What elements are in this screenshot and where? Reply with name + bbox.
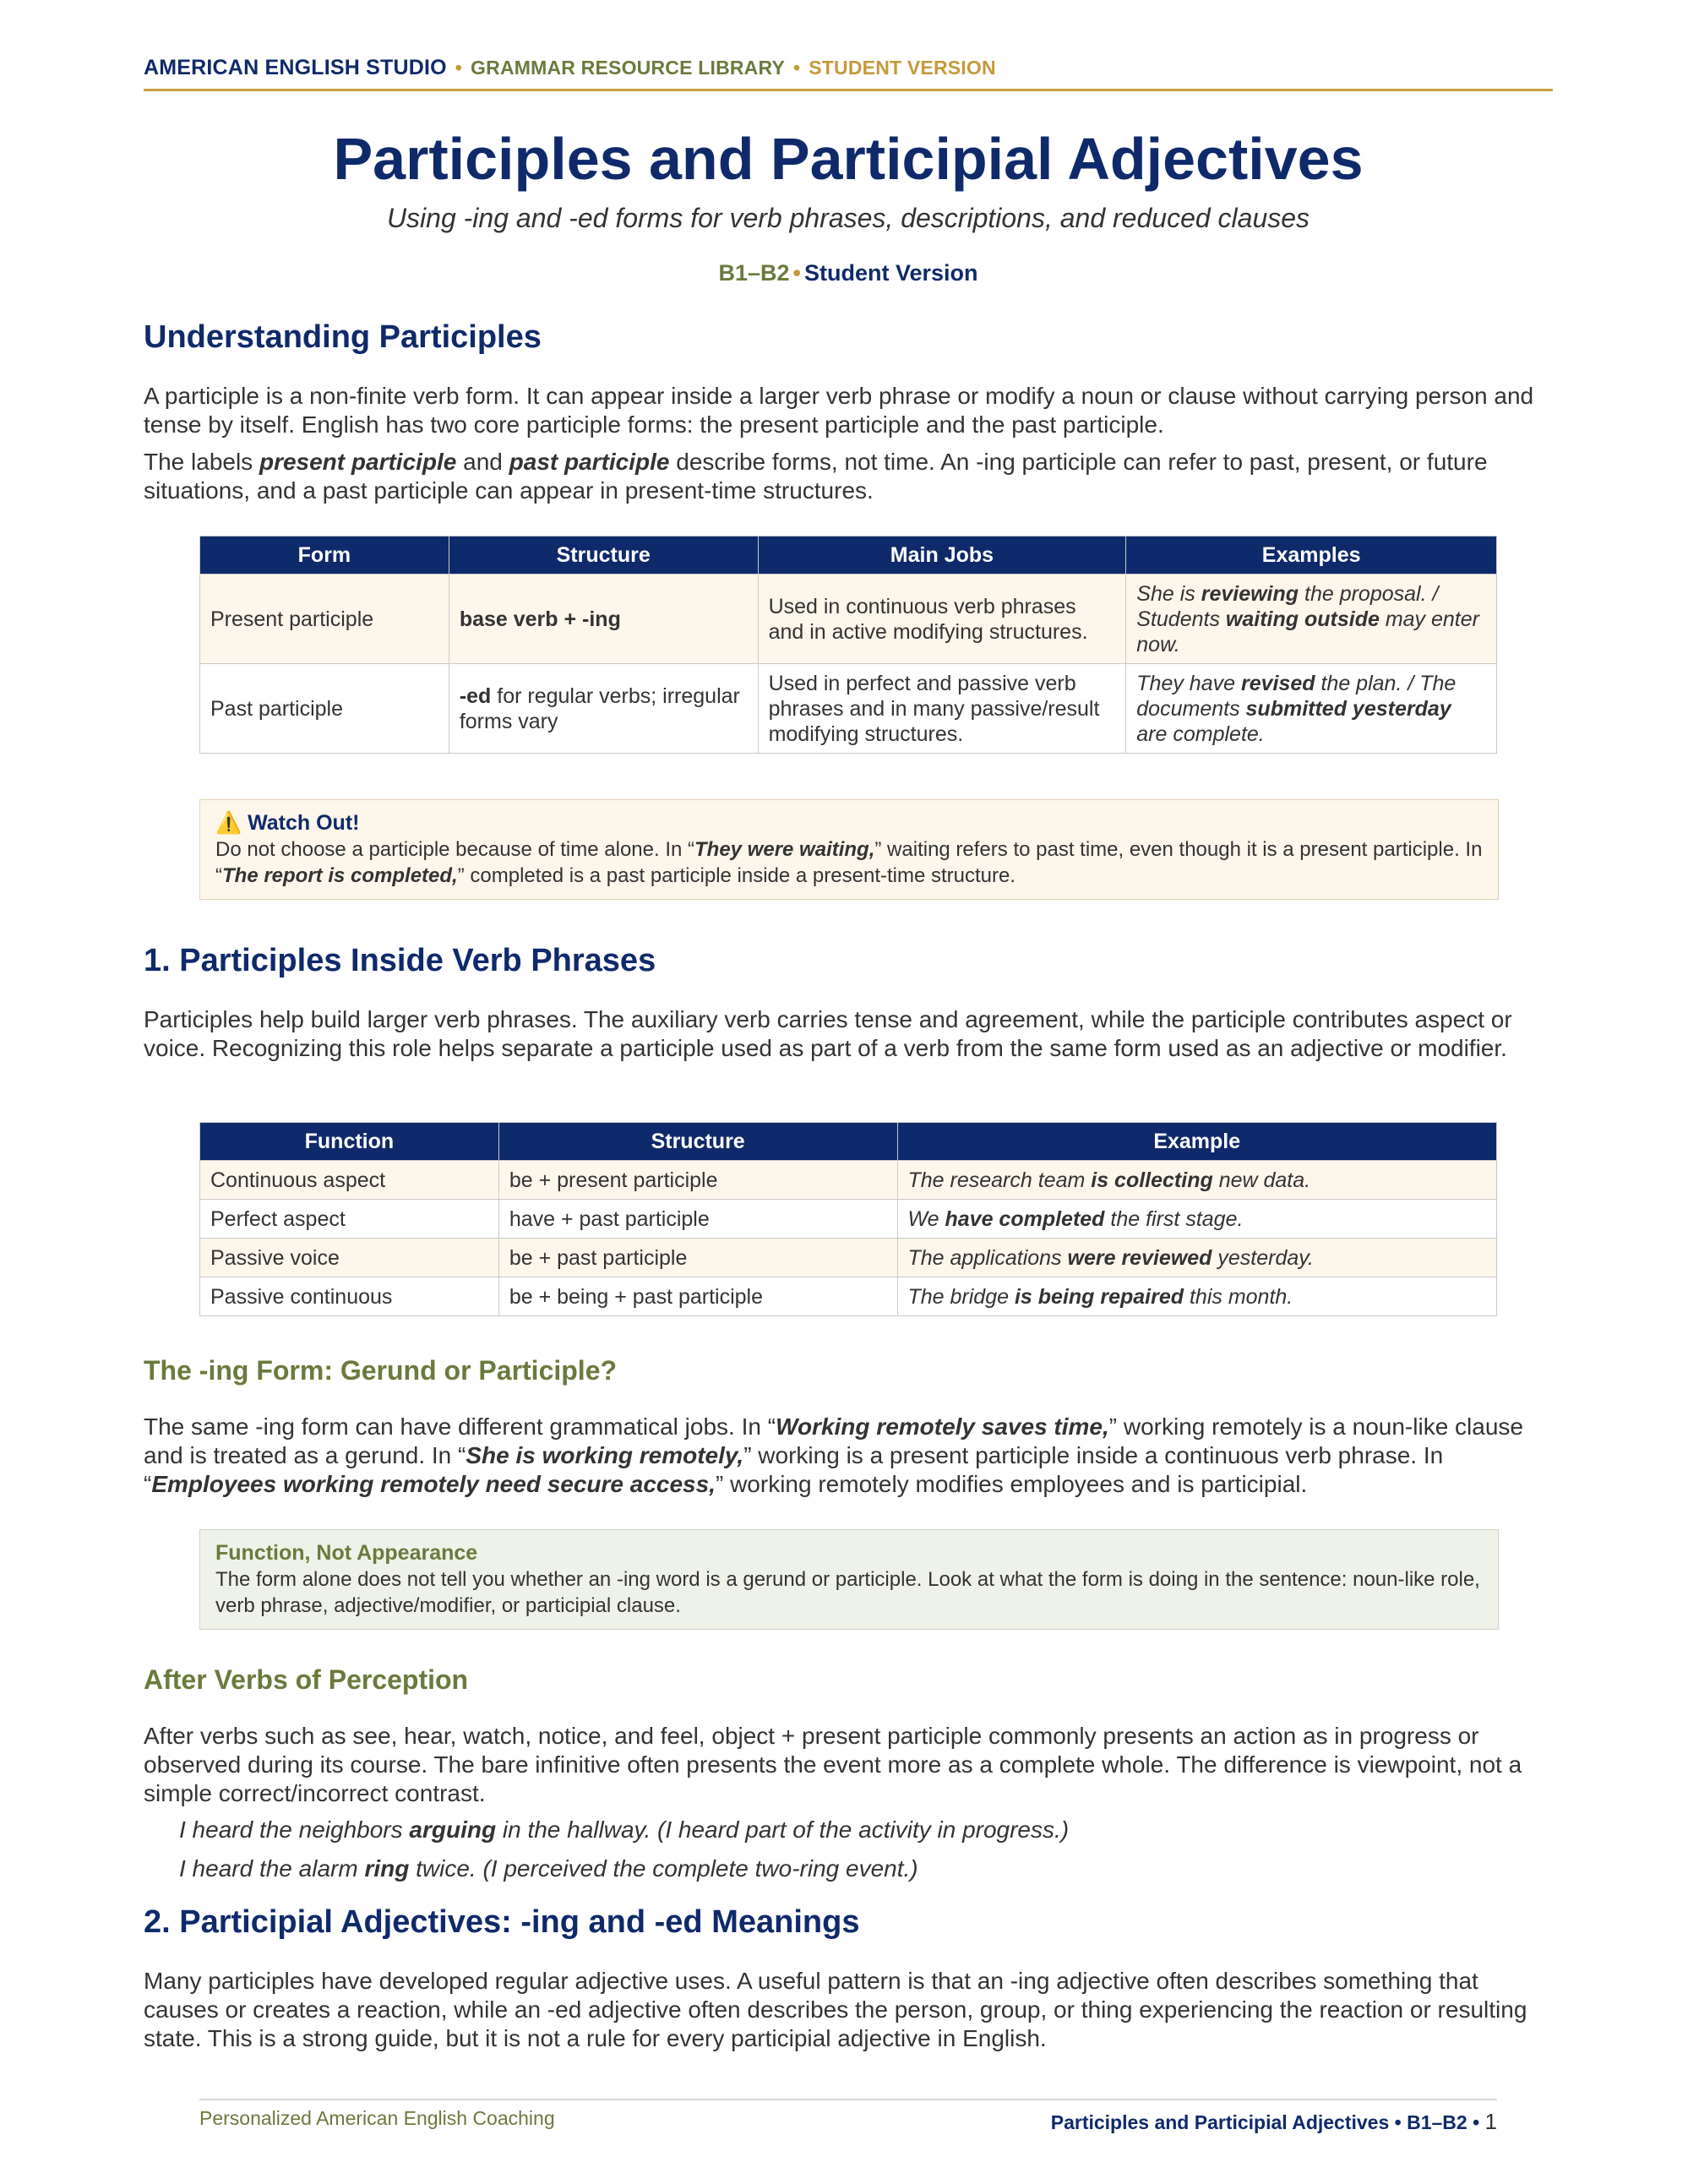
table-header: Examples [1126,536,1497,575]
paragraph-intro: A participle is a non-finite verb form. It can appear inside a larger verb phrase or modify a noun or clause without carrying person and tense by itself. English has two core participle forms: the present participle and the past participle. [144,383,1534,438]
example-sentence: I heard the alarm ring twice. (I perceived the complete two-ring event.) [179,1855,918,1882]
library-name: GRAMMAR RESOURCE LIBRARY [471,57,785,79]
table-row: Past participle -ed for regular verbs; irregular forms vary Used in perfect and passive verb phrases and in many passive/result modifying structures. They have revised the plan. / The documents submitted yesterday are complete. [200,664,1497,754]
table-header: Structure [449,536,758,575]
footer-left: Personalized American English Coaching [199,2107,555,2129]
section-heading-adjectives: 2. Participial Adjectives: -ing and -ed Meanings [144,1904,860,1940]
page-number: 1 [1484,2109,1497,2134]
warning-icon: ⚠️ [215,811,242,835]
table-row: Present participle base verb + -ing Used in continuous verb phrases and in active modifying structures. She is reviewing the proposal. / Students waiting outside may enter now. [200,575,1497,664]
paragraph-gerund: The same -ing form can have different grammatical jobs. In “Working remotely saves time,” working remotely is a noun-like clause and is treated as a gerund. In “She is working remotely,” working is a present participle inside a continuous verb phrase. In “Employees working remotely need secure access,” working remotely modifies employees and is participial. [144,1413,1523,1497]
table-header: Form [200,536,449,575]
table-row: Perfect aspect have + past participle We have completed the first stage. [200,1200,1497,1239]
table-header: Example [897,1123,1497,1161]
subheading-gerund: The -ing Form: Gerund or Participle? [144,1355,618,1386]
table-header: Main Jobs [758,536,1126,575]
participle-forms-table [199,536,1497,754]
version-label: STUDENT VERSION [809,57,996,79]
table-header: Structure [498,1123,897,1161]
table-row: Passive continuous be + being + past participle The bridge is being repaired this month. [200,1277,1497,1316]
example-sentence: I heard the neighbors arguing in the hallway. (I heard part of the activity in progress.) [179,1816,1070,1843]
level-label: B1–B2 • Student Version [718,260,978,286]
brand-name: AMERICAN ENGLISH STUDIO [144,56,447,79]
section-heading-understanding: Understanding Participles [144,319,542,355]
paragraph-labels: The labels present participle and past participle describe forms, not time. An -ing participle can refer to past, present, or future situations, and a past participle can appear in present-time structures. [144,449,1488,504]
header-bar: AMERICAN ENGLISH STUDIO • GRAMMAR RESOURCE LIBRARY • STUDENT VERSION [144,56,1553,91]
paragraph-verb-phrases: Participles help build larger verb phrases. The auxiliary verb carries tense and agreement, while the participle contributes aspect or voice. Recognizing this role helps separate a participle used as part of a verb from the same form used as an adjective or modifier. [144,1006,1512,1061]
page-subtitle: Using -ing and -ed forms for verb phrases, descriptions, and reduced clauses [386,203,1310,233]
page-title: Participles and Participial Adjectives [333,126,1364,192]
footer-divider [199,2099,1497,2100]
subheading-perception: After Verbs of Perception [144,1664,469,1695]
footer-right: Participles and Participial Adjectives • B1–B2 • 1 [1050,2109,1497,2134]
paragraph-adjectives: Many participles have developed regular adjective uses. A useful pattern is that an -ing adjective often describes something that causes or creates a reaction, while an -ed adjective often describes the person, group, or thing experiencing the reaction or resulting state. This is a strong guide, but it is not a rule for every participial adjective in English. [144,1968,1527,2051]
table-header: Function [200,1123,499,1161]
watch-out-callout: ⚠️ Watch Out! Do not choose a participle because of time alone. In “They were waiting,” waiting refers to past time, even though it is a present participle. In “The report is completed,” completed is a past participle inside a present-time structure. [199,799,1499,900]
section-heading-verb-phrases: 1. Participles Inside Verb Phrases [144,943,656,978]
table-row: Passive voice be + past participle The applications were reviewed yesterday. [200,1239,1497,1277]
paragraph-perception: After verbs such as see, hear, watch, notice, and feel, object + present participle commonly presents an action as in progress or observed during its course. The bare infinitive often presents the event more as a complete whole. The difference is viewpoint, not a simple correct/incorrect contrast. [144,1723,1522,1806]
table-row: Continuous aspect be + present participle The research team is collecting new data. [200,1161,1497,1200]
verb-phrase-table [199,1122,1497,1316]
function-callout: Function, Not Appearance The form alone does not tell you whether an -ing word is a gerund or participle. Look at what the form is doing in the sentence: noun-like role, verb phrase, adjective/modifier, or participial clause. [199,1529,1499,1630]
